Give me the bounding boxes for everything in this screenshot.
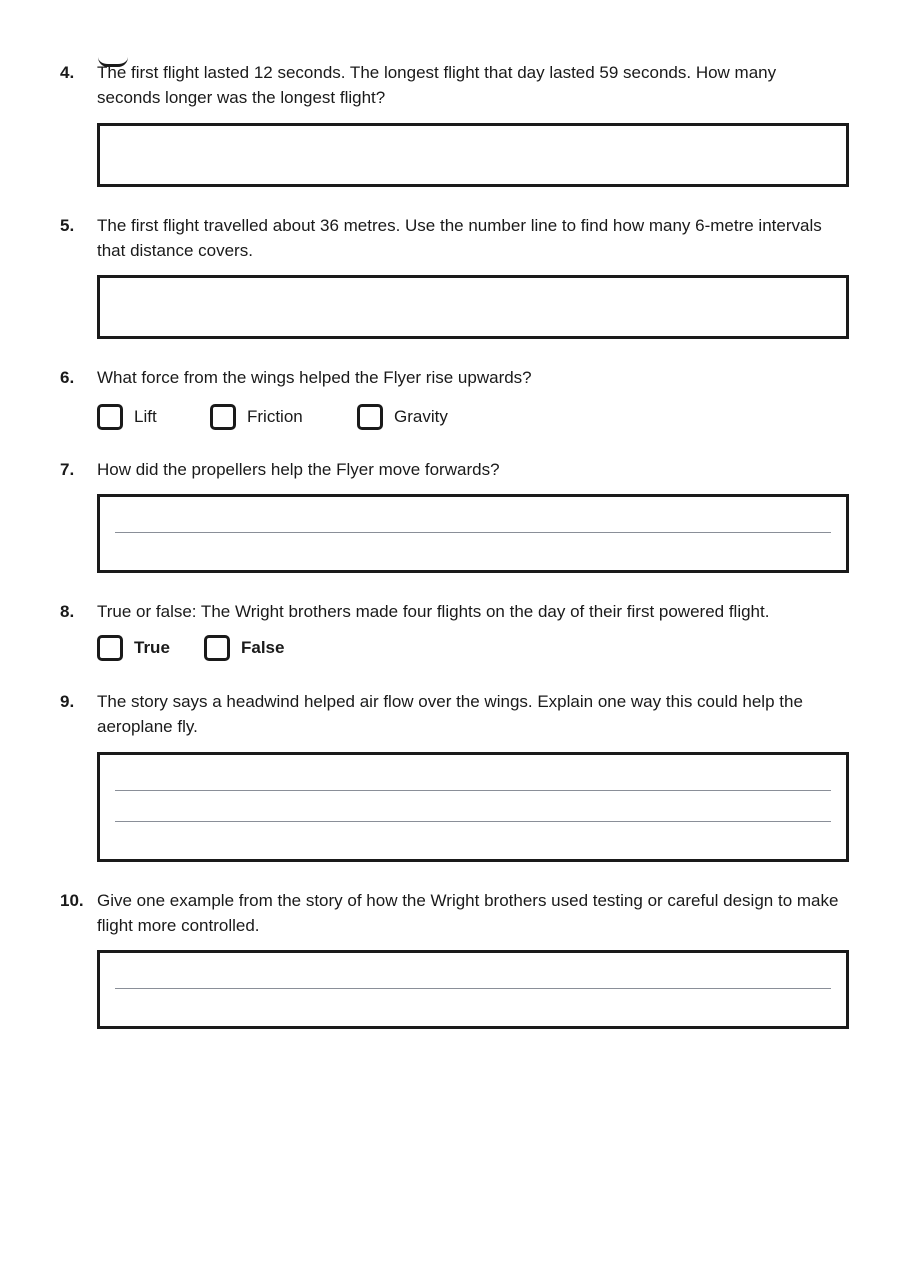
option-label: Friction (247, 407, 303, 426)
writing-line (115, 988, 831, 989)
option-false[interactable] (204, 635, 284, 661)
option-label: Lift (134, 407, 157, 426)
question-text: How did the propellers help the Flyer move forwards? (97, 460, 500, 479)
answer-box[interactable] (97, 123, 849, 187)
answer-box[interactable] (97, 494, 849, 573)
option-friction[interactable] (210, 404, 303, 430)
checkbox[interactable] (204, 635, 230, 661)
option-true[interactable] (97, 635, 170, 661)
question-number: 4. (60, 63, 75, 82)
question-number: 7. (60, 460, 75, 479)
checkbox[interactable] (97, 635, 123, 661)
answer-box[interactable] (97, 752, 849, 862)
question-number: 5. (60, 216, 75, 235)
question-text: The first flight travelled about 36 metres. Use the number line to find how many 6-metre intervals that distance covers. (97, 216, 822, 260)
answer-box[interactable] (97, 950, 849, 1029)
question-text: The first flight lasted 12 seconds. The longest flight that day lasted 59 seconds. How many seconds longer was the longest flight? (97, 63, 777, 107)
question-number: 9. (60, 692, 75, 711)
question-text: True or false: The Wright brothers made four flights on the day of their first powered flight. (97, 602, 770, 621)
question-number: 6. (60, 368, 75, 387)
checkbox[interactable] (357, 404, 383, 430)
writing-line (115, 790, 831, 791)
question-number: 8. (60, 602, 75, 621)
checkbox[interactable] (210, 404, 236, 430)
option-gravity[interactable] (357, 404, 448, 430)
writing-line (115, 821, 831, 822)
writing-line (115, 532, 831, 533)
option-label: Gravity (394, 407, 448, 426)
question-text: The story says a headwind helped air flow over the wings. Explain one way this could help the aeroplane fly. (97, 692, 803, 736)
answer-box[interactable] (97, 275, 849, 339)
option-lift[interactable] (97, 404, 157, 430)
question-number: 10. (60, 891, 84, 910)
checkbox[interactable] (97, 404, 123, 430)
question-text: What force from the wings helped the Flyer rise upwards? (97, 368, 532, 387)
option-label: False (241, 638, 285, 657)
question-text: Give one example from the story of how the Wright brothers used testing or careful design to make flight more controlled. (97, 891, 839, 935)
option-label: True (134, 638, 170, 657)
